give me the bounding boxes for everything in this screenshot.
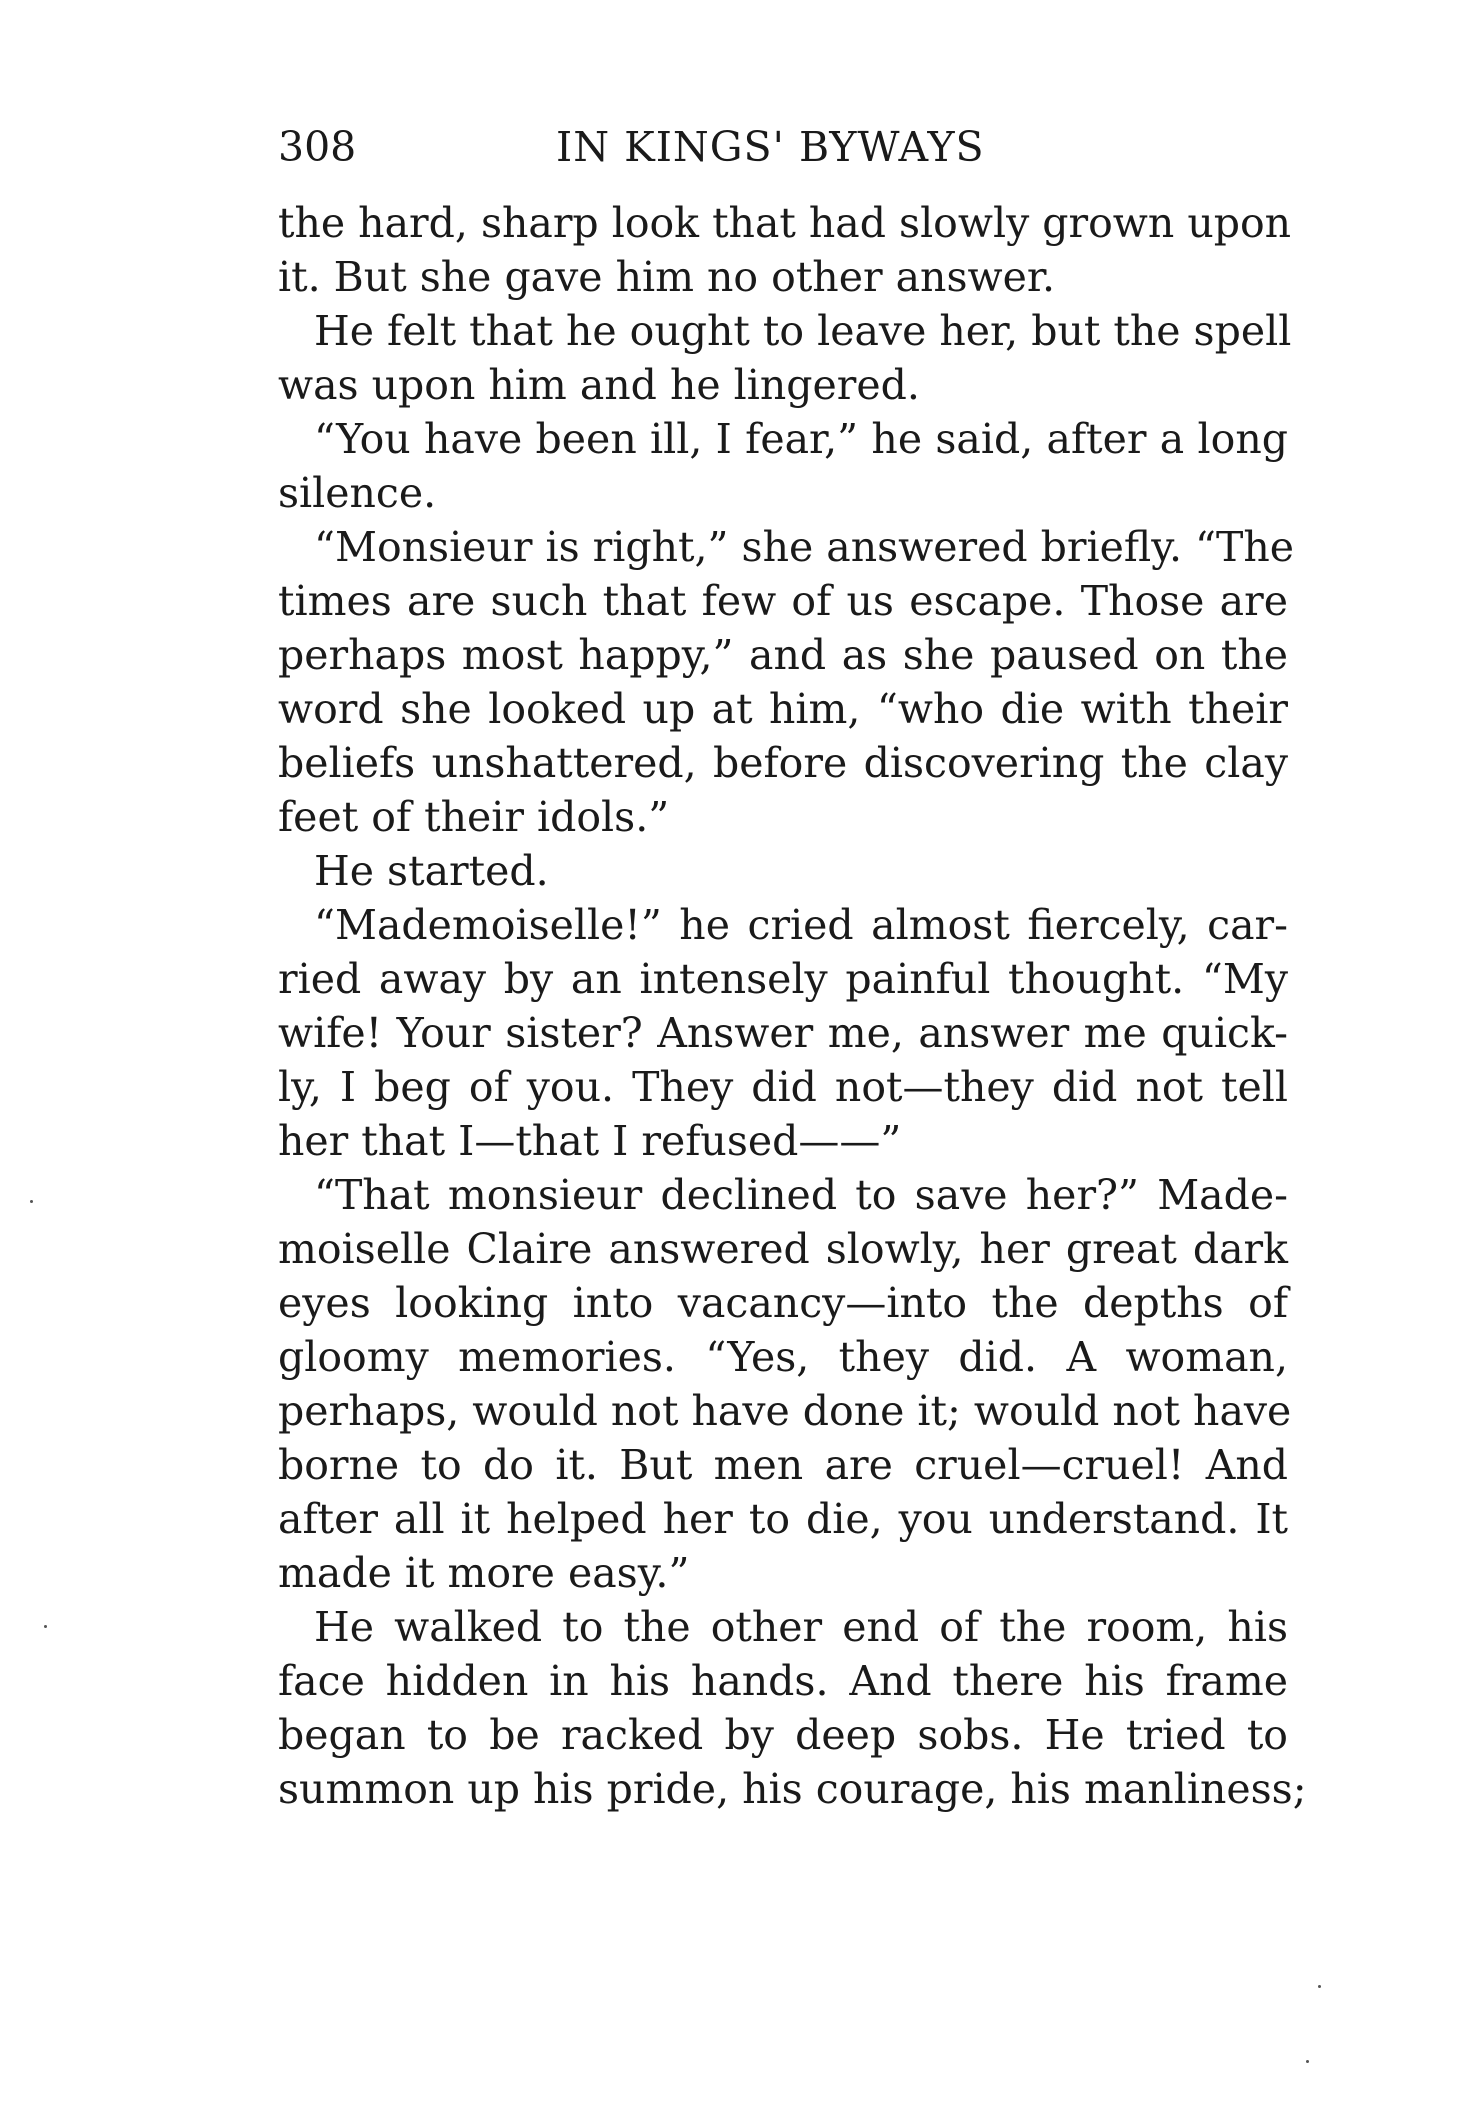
paper-speck — [44, 1625, 47, 1628]
text-line: He walked to the other end of the room, his — [314, 1603, 1288, 1651]
text-line: eyes looking into vacancy—into the depths of — [278, 1279, 1288, 1327]
text-line: began to be racked by deep sobs. He tried to — [278, 1711, 1288, 1759]
running-title: IN KINGS' BYWAYS — [556, 123, 985, 171]
text-line: moiselle Claire answered slowly, her great dark — [278, 1225, 1288, 1273]
text-line: “Mademoiselle!” he cried almost fiercely, car- — [314, 901, 1288, 949]
body-text — [278, 196, 1307, 1816]
text-line: face hidden in his hands. And there his frame — [278, 1657, 1288, 1705]
text-line: times are such that few of us escape. Those are — [278, 577, 1288, 625]
text-line: ly, I beg of you. They did not—they did not tell — [278, 1063, 1288, 1111]
text-line: He felt that he ought to leave her, but the spell — [314, 307, 1292, 355]
text-line: He started. — [314, 847, 549, 895]
text-line: wife! Your sister? Answer me, answer me quick- — [278, 1009, 1288, 1057]
text-line: it. But she gave him no other answer. — [278, 253, 1055, 301]
text-line: after all it helped her to die, you understand. It — [278, 1495, 1288, 1543]
text-line: summon up his pride, his courage, his manliness; — [278, 1765, 1307, 1813]
text-line: “Monsieur is right,” she answered briefly. “The — [314, 523, 1294, 571]
text-line: word she looked up at him, “who die with their — [278, 685, 1288, 733]
text-line: borne to do it. But men are cruel—cruel! And — [278, 1441, 1288, 1489]
text-line: her that I—that I refused——” — [278, 1117, 902, 1165]
page-header — [278, 112, 1288, 182]
page-number: 308 — [278, 123, 357, 171]
paper-speck — [30, 1200, 33, 1203]
text-line: “You have been ill, I fear,” he said, after a long — [314, 415, 1288, 463]
text-line: beliefs unshattered, before discovering the clay — [278, 739, 1288, 787]
text-line: “That monsieur declined to save her?” Made- — [314, 1171, 1288, 1219]
text-line: was upon him and he lingered. — [278, 361, 920, 409]
paper-speck — [1306, 2060, 1309, 2063]
text-line: gloomy memories. “Yes, they did. A woman, — [278, 1333, 1288, 1381]
text-line: silence. — [278, 469, 437, 517]
text-line: perhaps, would not have done it; would not have — [278, 1387, 1292, 1435]
paper-speck — [1318, 1985, 1321, 1988]
text-line: the hard, sharp look that had slowly grown upon — [278, 199, 1292, 247]
text-line: feet of their idols.” — [278, 793, 670, 841]
text-line: ried away by an intensely painful thought. “My — [278, 955, 1288, 1003]
text-line: perhaps most happy,” and as she paused on the — [278, 631, 1288, 679]
text-line: made it more easy.” — [278, 1549, 690, 1597]
